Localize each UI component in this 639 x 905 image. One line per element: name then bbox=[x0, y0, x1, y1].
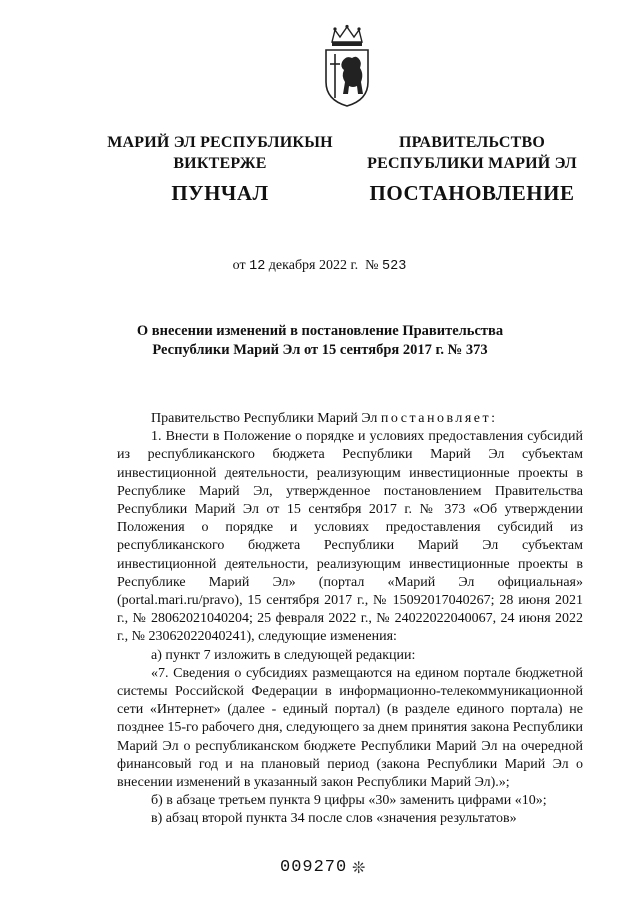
paragraph-1: 1. Внести в Положение о порядке и условиях предоставления субсидий из республиканского бюджета Республики Марий Эл субъектам инвестиционной деятельности, реализующим инвестиционные проекты в Республике Марий Эл, утвержденное постановлением Правительства Республики Марий Эл от 15 сентября 2017 г. № 373 «Об утверждении Положения о порядке и условиях предоставления субсидий из республиканского бюджета Республики Марий Эл субъектам инвестиционной деятельности, реализующим инвестиционные проекты в Республике Марий Эл» (портал «Марий Эл официальная» (portal.mari.ru/pravo), 15 сентября 2017 г., № 15092017040267; 28 июня 2021 г., № 28062021040204; 25 февраля 2022 г., № 24022022040067, 24 июня 2022 г., № 23062022040241), следующие изменения: bbox=[117, 429, 583, 645]
serial-number: 009270 bbox=[280, 858, 348, 877]
intro-text: Правительство Республики Марий Эл bbox=[151, 411, 381, 426]
paragraph-a: а) пункт 7 изложить в следующей редакции: bbox=[151, 647, 416, 663]
header-right-russian bbox=[362, 132, 582, 207]
header-right-line1: ПРАВИТЕЛЬСТВО bbox=[398, 134, 546, 151]
date-month-year: декабря 2022 г. bbox=[268, 258, 359, 273]
header-left-doc-type: ПУНЧАЛ bbox=[171, 181, 269, 205]
intro-paragraph bbox=[117, 410, 583, 428]
paragraph-b: б) в абзаце третьем пункта 9 цифры «30» заменить цифрами «10»; bbox=[151, 793, 547, 809]
document-number: 523 bbox=[382, 259, 407, 274]
date-prefix: от bbox=[232, 258, 246, 273]
header-right-doc-type: ПОСТАНОВЛЕНИЕ bbox=[369, 181, 575, 205]
header-left-line2: ВИКТЕРЖЕ bbox=[173, 155, 267, 172]
paragraph-7: «7. Сведения о субсидиях размещаются на едином портале бюджетной системы Российской Федерации в информационно-телекоммуникационной сети «Интернет» (далее - единый портал) (в разделе единого портала) не позднее 15-го рабочего дня, следующего за днем принятия закона Республики Марий Эл о республиканском бюджете Республики Марий Эл на очередной финансовый год и на плановый период (закона Республики Марий Эл о внесении изменений в указанный закон Республики Марий Эл).»; bbox=[117, 665, 583, 791]
paragraph-c: в) абзац второй пункта 34 после слов «значения результатов» bbox=[151, 811, 517, 827]
intro-spaced-word: постановляет: bbox=[380, 411, 498, 426]
date-day: 12 bbox=[249, 259, 266, 274]
header-right-line2: РЕСПУБЛИКИ МАРИЙ ЭЛ bbox=[367, 155, 577, 172]
title-line2: Республики Марий Эл от 15 сентября 2017 г. № 373 bbox=[152, 342, 488, 358]
coat-of-arms-icon bbox=[322, 24, 372, 108]
document-date-number bbox=[0, 258, 639, 274]
number-sign: № bbox=[365, 258, 379, 273]
ornament-mark-icon: ❊ bbox=[352, 860, 366, 877]
document-title bbox=[110, 322, 530, 360]
document-body bbox=[117, 410, 583, 829]
header-left-line1: МАРИЙ ЭЛ РЕСПУБЛИКЫН bbox=[107, 134, 333, 151]
header-left-mari bbox=[105, 132, 335, 207]
title-line1: О внесении изменений в постановление Правительства bbox=[136, 323, 504, 339]
